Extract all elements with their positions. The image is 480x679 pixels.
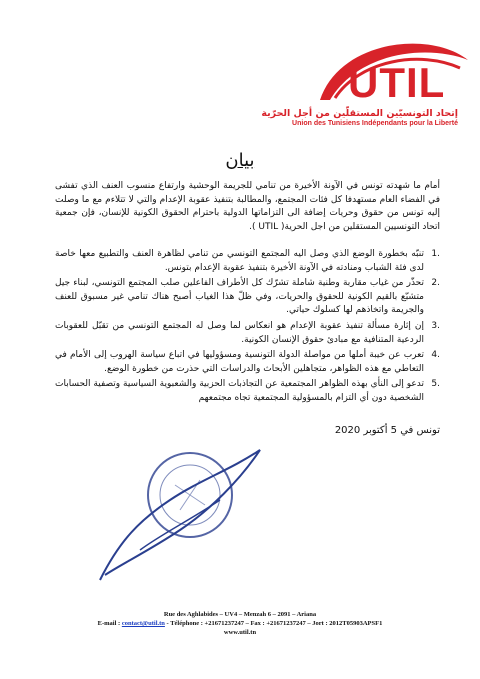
list-item-text: تحذّر من غياب مقاربة وطنية شاملة تشرّك كل الأطراف الفاعلين صلب المجتمع التونسي، لبناء جيل متشبّع بالقيم الكونية للحقوق والحريات، وفي ظلّ هذا الغياب أصبح هناك تنامي غير مسبوق للعنف والجريمة واتخاذهم لها كسلوك حياتي. [55,278,424,316]
list-item-number: .1 [431,249,440,259]
list-item-text: إن إثارة مسألة تنفيذ عقوبة الإعدام هو انعكاس لما وصل له المجتمع التونسي من تقبّل للعقوبات الردعية المتنافية مع مبادئ حقوق الإنسان الكونية. [55,320,424,345]
list-item [55,320,440,347]
footer-contact-details: - Téléphone : +21671237247 – Fax : +21671237247 – Jort : 2012T05903APSF1 [164,620,383,627]
footer-contact-line [0,619,480,628]
list-item [55,248,440,275]
footer-email-label: E-mail : [97,620,122,627]
list-item-text: تدعو إلى النأي بهذه الظواهر المجتمعية عن التجاذبات الحزبية والشعبوية السياسية وتصفية الحسابات الشخصية دون أي التزام بالمسؤولية المجتمعية تجاه مجتمعهم [55,379,424,403]
list-item-number: .2 [431,278,440,289]
footer-email-link[interactable]: contact@util.tn [121,620,165,627]
intro-paragraph: أمام ما شهدته تونس في الآونة الأخيرة من تنامي للجريمة الوحشية وارتفاع منسوب العنف الذي تفشى في الفضاء العام مستهدفا كل فئات المجتمع، والمطالبة بتنفيذ عقوبة الإعدام والتي لا تتلاءم مع ما وصلت إليه تونس من حقوق وحريات إضافة الى التزاماتها الدولية باحترام الحقوق الكونية للإنسان، فإن جمعية اتحاد التونسيين المستقلين من اجل الحرية( UTIL ). [55,181,440,232]
list-item-text: تنبّه بخطورة الوضع الذي وصل اليه المجتمع التونسي من تنامي لظاهرة العنف والتطبيع معها خاصة لدى فئة الشباب ومنادته في الآونة الأخيرة بتنفيذ عقوبة الإعدام بتونس. [55,249,424,273]
list-item [55,349,440,376]
list-item-text: تعرب عن خيبة أملها من مواصلة الدولة التونسية ومسؤوليها في اتباع سياسة الهروب إلى الأمام في التعاطي مع هذه الظواهر، متجاهلين الأبحاث والدراسات التي حذرت من خطورة الوضع. [55,350,424,374]
list-item [55,378,440,405]
logo-wordmark: UTIL [348,59,446,106]
list-item-number: .3 [431,320,440,331]
list-item-number: .5 [431,379,440,390]
page-title: بيان [225,150,255,171]
list-item-number: .4 [431,350,440,361]
footer-website[interactable]: www.util.tn [223,629,257,636]
footer-contact [0,610,480,637]
stamp-signature-icon [80,440,280,590]
document-date: تونس في 5 أكتوبر 2020 [334,425,440,436]
logo-french-name: Union des Tunisiens Indépendants pour la Liberté [292,120,458,127]
statement-list [55,248,440,408]
logo-arabic-name: إتحاد التونسيّين المستقلّين من أجل الحرّية [261,108,458,119]
footer-address: Rue des Aghlabides – UV4 – Menzah 6 – 2091 – Ariana [163,611,317,618]
list-item [55,277,440,318]
